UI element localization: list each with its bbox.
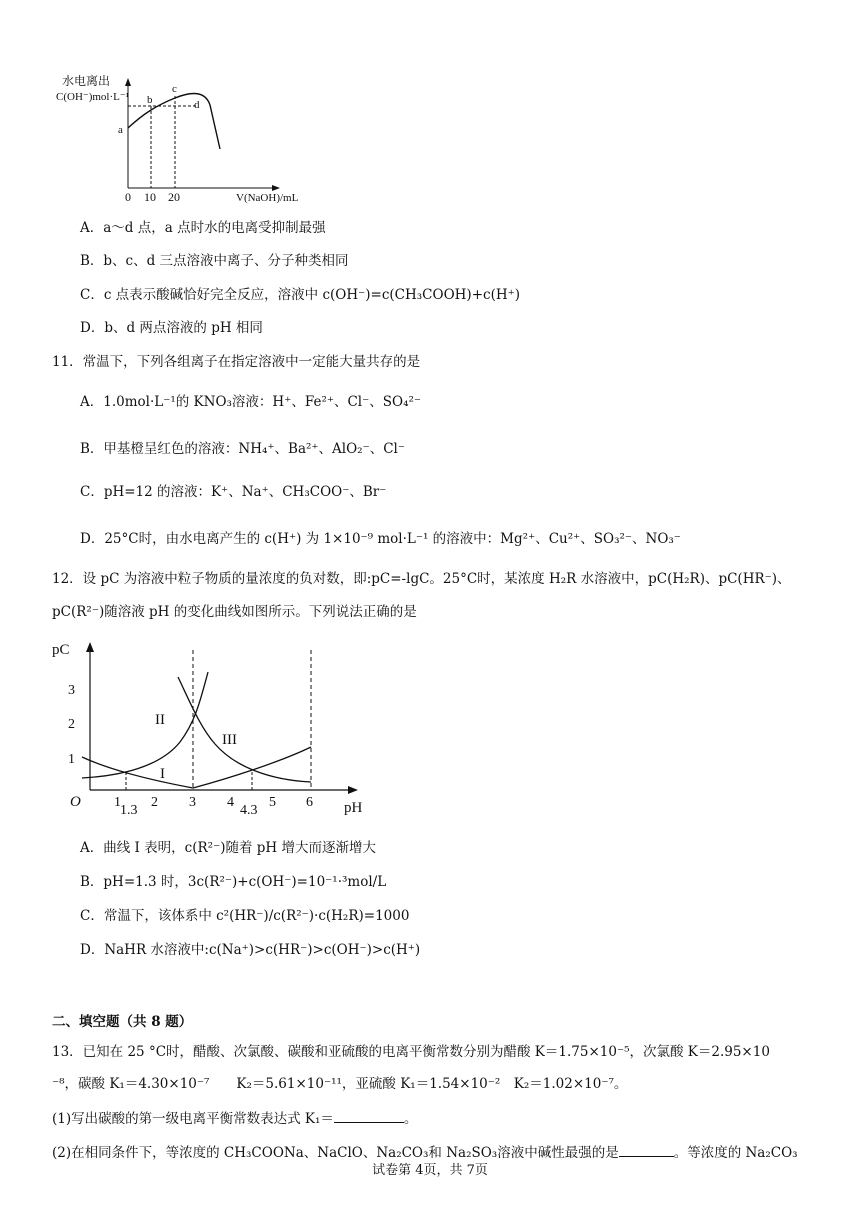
- fig2-ytick-1: 1: [68, 752, 75, 767]
- q10-option-b: B．b、c、d 三点溶液中离子、分子种类相同: [80, 253, 349, 269]
- q11-option-d: D．25°C时，由水电离产生的 c(H⁺) 为 1×10⁻⁹ mol·L⁻¹ 的溶液中：Mg²⁺、Cu²⁺、SO₃²⁻、NO₃⁻: [80, 531, 681, 547]
- q13-part1-text: (1)写出碳酸的第一级电离平衡常数表达式 K₁＝: [52, 1111, 334, 1127]
- section-title: 二、填空题（共 8 题）: [52, 1014, 193, 1030]
- fig2-xtick-5: 5: [269, 795, 276, 810]
- figure-water-ionization-vs-naoh: [50, 70, 350, 205]
- q13-part1-end: 。: [403, 1111, 418, 1127]
- fig1-point-b: b: [147, 94, 153, 106]
- fig1-point-c: c: [172, 83, 177, 95]
- fig2-curve-label-3: III: [222, 732, 237, 748]
- fig2-origin: O: [70, 794, 81, 810]
- fig2-xtick-6: 6: [306, 795, 313, 810]
- q12-stem-line2: pC(R²⁻)随溶液 pH 的变化曲线如图所示。下列说法正确的是: [52, 604, 417, 620]
- fig2-xtick-1-3: 1.3: [120, 803, 138, 818]
- fig2-xlabel: pH: [344, 800, 363, 816]
- q13-stem-line1: 13．已知在 25 °C时，醋酸、次氯酸、碳酸和亚硫酸的电离平衡常数分别为醋酸 K＝1.75×10⁻⁵，次氯酸 K＝2.95×10: [52, 1044, 770, 1060]
- fig2-ytick-3: 3: [68, 683, 75, 698]
- q12-option-c: C．常温下，该体系中 c²(HR⁻)/c(R²⁻)·c(H₂R)=1000: [80, 908, 410, 924]
- q13-part1: [52, 1110, 417, 1128]
- q11-option-b: B．甲基橙呈红色的溶液：NH₄⁺、Ba²⁺、AlO₂⁻、Cl⁻: [80, 441, 405, 457]
- q12-option-a: A．曲线 I 表明，c(R²⁻)随着 pH 增大而逐渐增大: [80, 840, 376, 856]
- fig2-xtick-1: 1: [114, 795, 121, 810]
- q13-part2-text: (2)在相同条件下，等浓度的 CH₃COONa、NaClO、Na₂CO₃和 Na₂SO₃溶液中碱性最强的是: [52, 1145, 619, 1161]
- fig1-ylabel-1: 水电离出: [62, 74, 111, 88]
- q11-option-a: A．1.0mol·L⁻¹的 KNO₃溶液：H⁺、Fe²⁺、Cl⁻、SO₄²⁻: [80, 394, 422, 410]
- fig1-xlabel: V(NaOH)/mL: [236, 192, 299, 204]
- q12-option-b: B．pH=1.3 时，3c(R²⁻)+c(OH⁻)=10⁻¹·³mol/L: [80, 874, 387, 890]
- fig2-xtick-4-3: 4.3: [240, 803, 258, 818]
- q13-part1-answer-blank[interactable]: [334, 1122, 404, 1123]
- fig2-xtick-2: 2: [151, 795, 158, 810]
- q13-part2-end: 。等浓度的 Na₂CO₃: [673, 1145, 798, 1161]
- fig1-point-a: a: [118, 124, 123, 136]
- page-footer: 试卷第 4页，共 7页: [372, 1163, 488, 1178]
- q11-option-c: C．pH=12 的溶液：K⁺、Na⁺、CH₃COO⁻、Br⁻: [80, 484, 387, 500]
- q10-option-c: C．c 点表示酸碱恰好完全反应，溶液中 c(OH⁻)=c(CH₃COOH)+c(H⁺): [80, 287, 520, 303]
- fig1-point-d: d: [194, 99, 200, 111]
- q12-option-d: D．NaHR 水溶液中:c(Na⁺)>c(HR⁻)>c(OH⁻)>c(H⁺): [80, 942, 421, 958]
- figure-pc-vs-ph: [50, 632, 380, 822]
- fig1-tick-10: 10: [144, 190, 156, 204]
- fig1-ylabel-2: C(OH⁻)mol·L⁻¹: [56, 91, 129, 103]
- q10-option-d: D．b、d 两点溶液的 pH 相同: [80, 320, 263, 336]
- q13-part2-answer-blank[interactable]: [619, 1156, 674, 1157]
- fig2-curve-label-2: II: [155, 712, 165, 728]
- q13-part2: [52, 1144, 798, 1162]
- q12-stem-line1: 12．设 pC 为溶液中粒子物质的量浓度的负对数，即:pC=-lgC。25°C时，某浓度 H₂R 水溶液中，pC(H₂R)、pC(HR⁻)、: [52, 571, 791, 587]
- fig2-xtick-3: 3: [189, 795, 196, 810]
- fig2-ylabel: pC: [52, 642, 70, 658]
- fig2-ytick-2: 2: [68, 717, 75, 732]
- q10-option-a: A．a～d 点，a 点时水的电离受抑制最强: [80, 220, 326, 236]
- q11-stem: 11．常温下，下列各组离子在指定溶液中一定能大量共存的是: [52, 354, 421, 370]
- fig2-xtick-4: 4: [227, 795, 234, 810]
- fig2-curve-label-1: I: [160, 766, 165, 782]
- fig1-tick-0: 0: [125, 190, 131, 204]
- q13-stem-line2: ⁻⁸，碳酸 K₁＝4.30×10⁻⁷ K₂＝5.61×10⁻¹¹，亚硫酸 K₁＝1.54×10⁻² K₂＝1.02×10⁻⁷。: [52, 1076, 628, 1092]
- fig1-tick-20: 20: [168, 190, 180, 204]
